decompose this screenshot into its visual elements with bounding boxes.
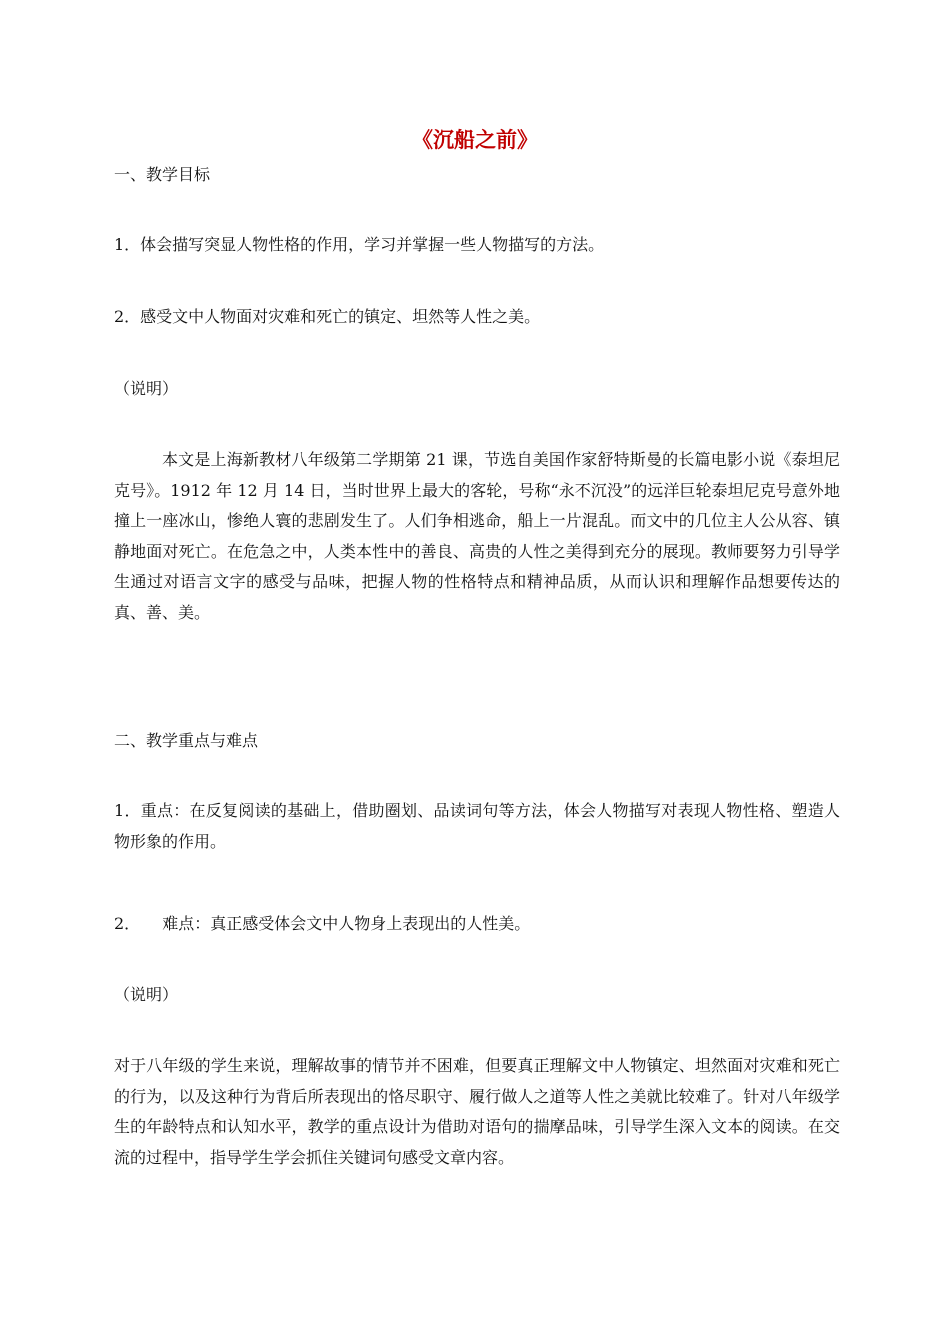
note-label-2: （说明） (114, 985, 179, 1004)
note-label-1: （说明） (114, 379, 179, 398)
key-point-item-2 (114, 909, 840, 939)
goal-item-1: 1．体会描写突显人物性格的作用，学习并掌握一些人物描写的方法。 (114, 235, 605, 254)
key-point-item-2-text: 难点：真正感受体会文中人物身上表现出的人性美。 (162, 914, 531, 933)
note-paragraph-2: 对于八年级的学生来说，理解故事的情节并不困难，但要真正理解文中人物镇定、坦然面对灾难和死亡的行为，以及这种行为背后所表现出的恪尽职守、履行做人之道等人性之美就比较难了。针对八年级学生的年龄特点和认知水平，教学的重点设计为借助对语句的揣摩品味，引导学生深入文本的阅读。在交流的过程中，指导学生学会抓住关键词句感受文章内容。 (114, 1056, 840, 1167)
key-point-item-2-number: 2． (114, 914, 141, 933)
page-title: 《沉船之前》 (412, 128, 538, 152)
key-point-item-1: 1．重点：在反复阅读的基础上，借助圈划、品读词句等方法，体会人物描写对表现人物性格、塑造人物形象的作用。 (114, 801, 840, 851)
section-heading-key-points: 二、教学重点与难点 (114, 731, 259, 750)
note-paragraph-1: 本文是上海新教材八年级第二学期第 21 课，节选自美国作家舒特斯曼的长篇电影小说《泰坦尼克号》。1912 年 12 月 14 日，当时世界上最大的客轮，号称“永不沉没”的远洋巨轮泰坦尼克号意外地撞上一座冰山，惨绝人寰的悲剧发生了。人们争相逃命，船上一片混乱。而文中的几位主人公从容、镇静地面对死亡。在危急之中，人类本性中的善良、高贵的人性之美得到充分的展现。教师要努力引导学生通过对语言文字的感受与品味，把握人物的性格特点和精神品质，从而认识和理解作品想要传达的真、善、美。 (114, 450, 840, 622)
goal-item-2: 2．感受文中人物面对灾难和死亡的镇定、坦然等人性之美。 (114, 307, 541, 326)
section-heading-teaching-goals: 一、教学目标 (114, 165, 211, 184)
